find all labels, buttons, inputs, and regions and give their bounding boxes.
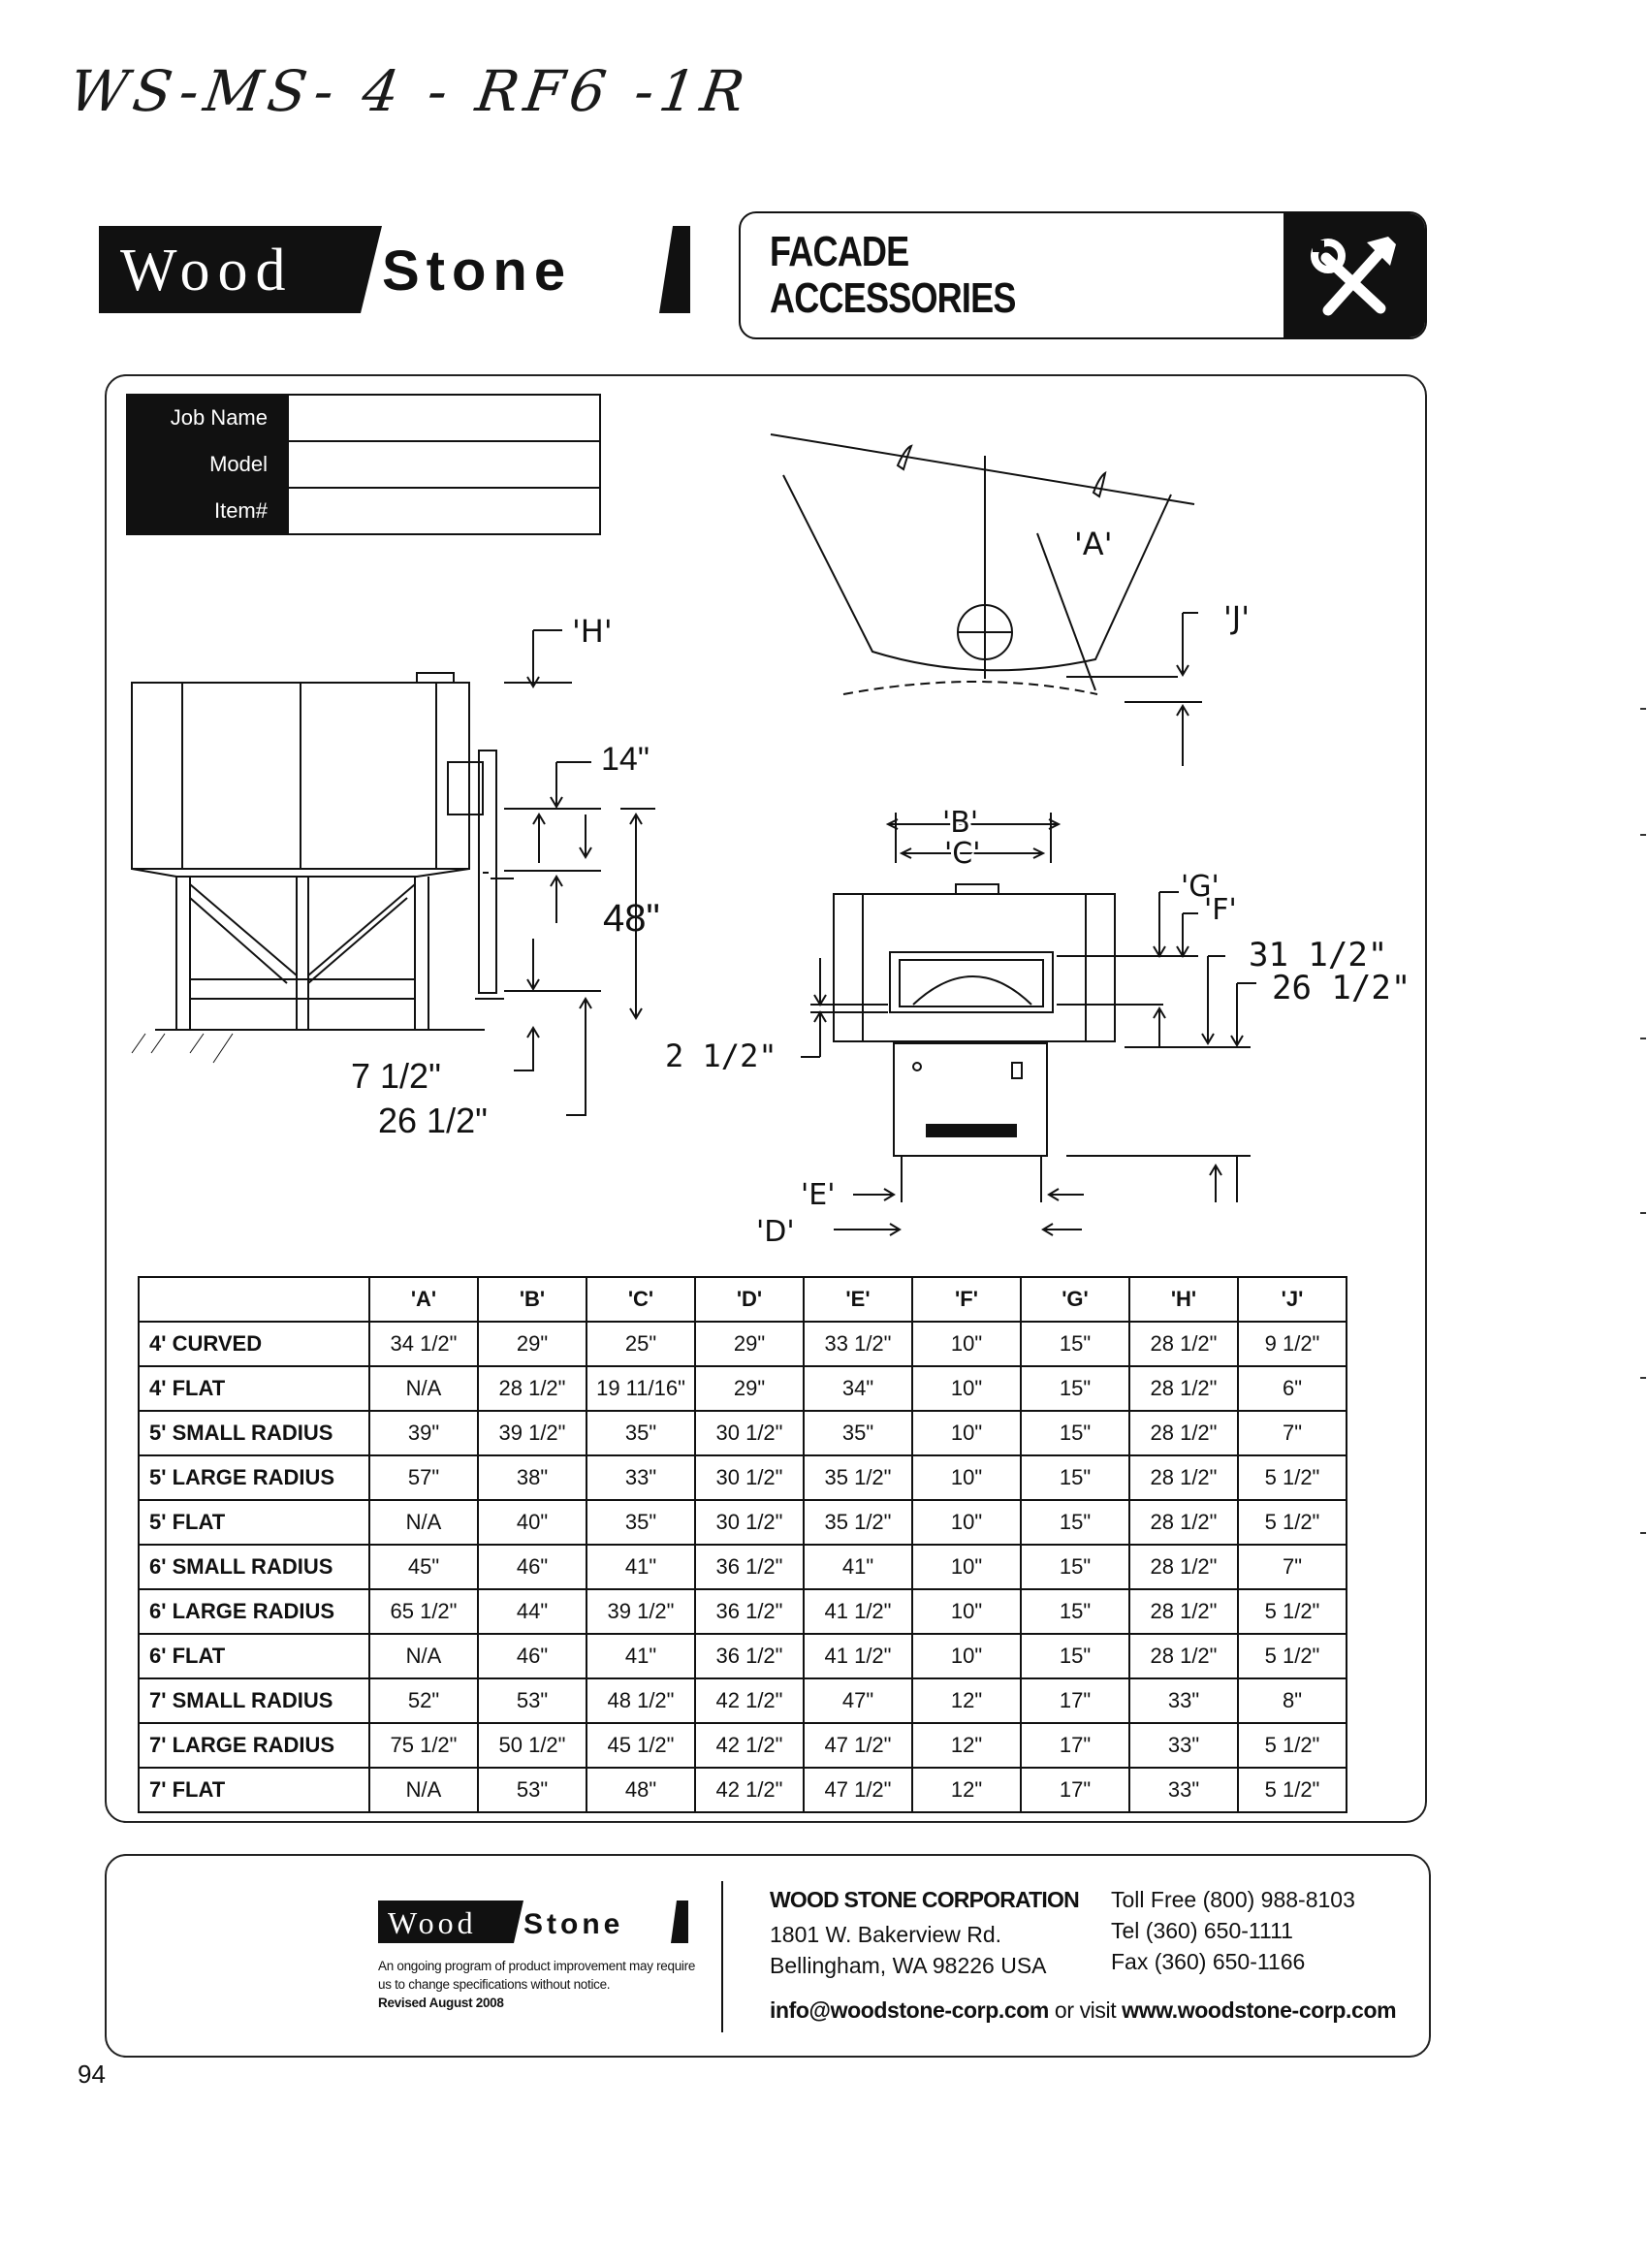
company-name: WOOD STONE CORPORATION — [770, 1887, 1079, 1912]
row-label: 5' FLAT — [139, 1500, 369, 1545]
table-cell: 5 1/2" — [1238, 1723, 1347, 1768]
tel-phone: Tel (360) 650-1111 — [1111, 1918, 1293, 1943]
table-cell: 28 1/2" — [478, 1366, 586, 1411]
table-cell: 53" — [478, 1678, 586, 1723]
table-cell: 5 1/2" — [1238, 1455, 1347, 1500]
table-cell: 10" — [912, 1634, 1021, 1678]
table-cell: 36 1/2" — [695, 1545, 804, 1589]
table-cell: 5 1/2" — [1238, 1589, 1347, 1634]
table-row — [139, 1322, 1347, 1366]
section-header — [739, 211, 1427, 339]
model-label: Model — [127, 441, 288, 488]
table-row — [139, 1366, 1347, 1411]
email-link[interactable]: info@woodstone-corp.com — [770, 1997, 1049, 2023]
page-title: FACADE ACCESSORIES — [770, 228, 1016, 322]
item-number-label: Item# — [127, 488, 288, 534]
address-line-1: 1801 W. Bakerview Rd. — [770, 1922, 1002, 1947]
table-cell: 15" — [1021, 1366, 1129, 1411]
table-cell: 33" — [1129, 1678, 1238, 1723]
table-cell: 33" — [586, 1455, 695, 1500]
table-cell: 41" — [586, 1545, 695, 1589]
table-cell: 8" — [1238, 1678, 1347, 1723]
table-cell: 35" — [586, 1411, 695, 1455]
column-header-D: 'D' — [695, 1277, 804, 1322]
table-cell: 30 1/2" — [695, 1411, 804, 1455]
table-cell: 52" — [369, 1678, 478, 1723]
table-cell: 28 1/2" — [1129, 1455, 1238, 1500]
table-cell: 10" — [912, 1545, 1021, 1589]
dim-48: 48" — [603, 897, 660, 940]
disclaimer — [378, 1957, 698, 2012]
table-cell: 35 1/2" — [804, 1500, 912, 1545]
table-cell: 33" — [1129, 1768, 1238, 1812]
footer-logo-word-stone: Stone — [523, 1908, 624, 1940]
scan-mark — [1640, 834, 1646, 836]
table-cell: 42 1/2" — [695, 1768, 804, 1812]
table-cell: 35 1/2" — [804, 1455, 912, 1500]
table-cell: 47 1/2" — [804, 1723, 912, 1768]
top-view-drawing — [771, 434, 1250, 766]
column-header-E: 'E' — [804, 1277, 912, 1322]
table-cell: 17" — [1021, 1768, 1129, 1812]
table-cell: 36 1/2" — [695, 1589, 804, 1634]
table-cell: 30 1/2" — [695, 1500, 804, 1545]
disclaimer-text: An ongoing program of product improvement may require us to change specifications without notice. — [378, 1959, 696, 1992]
row-label: 5' SMALL RADIUS — [139, 1411, 369, 1455]
label-F: 'F' — [1204, 893, 1237, 927]
label-E: 'E' — [801, 1178, 836, 1212]
table-cell: 39" — [369, 1411, 478, 1455]
table-cell: 29" — [695, 1366, 804, 1411]
row-label: 6' LARGE RADIUS — [139, 1589, 369, 1634]
table-cell: 41" — [586, 1634, 695, 1678]
table-cell: 48 1/2" — [586, 1678, 695, 1723]
row-label: 7' SMALL RADIUS — [139, 1678, 369, 1723]
column-header-A: 'A' — [369, 1277, 478, 1322]
page-number: 94 — [78, 2060, 106, 2089]
side-view-drawing — [132, 613, 660, 1140]
label-J: 'J' — [1223, 599, 1251, 636]
table-cell: 47 1/2" — [804, 1768, 912, 1812]
table-cell: 15" — [1021, 1411, 1129, 1455]
table-cell: 45" — [369, 1545, 478, 1589]
table-cell: 44" — [478, 1589, 586, 1634]
label-G: 'G' — [1181, 870, 1220, 904]
table-cell: 33 1/2" — [804, 1322, 912, 1366]
table-cell: 15" — [1021, 1455, 1129, 1500]
table-cell: 33" — [1129, 1723, 1238, 1768]
table-cell: 10" — [912, 1366, 1021, 1411]
scan-mark — [1640, 1532, 1646, 1534]
facade-drawings — [116, 407, 1415, 1280]
table-cell: 28 1/2" — [1129, 1500, 1238, 1545]
table-row — [139, 1589, 1347, 1634]
table-cell: 65 1/2" — [369, 1589, 478, 1634]
column-header-G: 'G' — [1021, 1277, 1129, 1322]
column-header — [139, 1277, 369, 1322]
table-cell: 39 1/2" — [478, 1411, 586, 1455]
woodstone-logo — [99, 226, 690, 313]
table-cell: 28 1/2" — [1129, 1322, 1238, 1366]
handwritten-model-note: WS-MS- 4 - RF6 -1R — [65, 58, 754, 124]
table-cell: 41 1/2" — [804, 1589, 912, 1634]
footer-divider — [721, 1881, 723, 2032]
table-row — [139, 1545, 1347, 1589]
table-cell: 28 1/2" — [1129, 1411, 1238, 1455]
table-cell: 28 1/2" — [1129, 1634, 1238, 1678]
table-cell: 15" — [1021, 1322, 1129, 1366]
table-header-row — [139, 1277, 1347, 1322]
table-cell: 40" — [478, 1500, 586, 1545]
or-visit-text: or visit — [1048, 1997, 1123, 2023]
table-cell: 15" — [1021, 1634, 1129, 1678]
table-cell: N/A — [369, 1634, 478, 1678]
table-cell: 12" — [912, 1768, 1021, 1812]
dim-14: 14" — [601, 741, 650, 778]
dim-31-1-2: 31 1/2" — [1249, 936, 1388, 974]
table-cell: 10" — [912, 1411, 1021, 1455]
table-cell: 17" — [1021, 1678, 1129, 1723]
scan-mark — [1640, 1212, 1646, 1214]
dim-26-1-2-front: 26 1/2" — [1272, 969, 1411, 1007]
row-label: 7' FLAT — [139, 1768, 369, 1812]
column-header-J: 'J' — [1238, 1277, 1347, 1322]
table-cell: 10" — [912, 1500, 1021, 1545]
dimension-table — [138, 1276, 1347, 1813]
table-cell: 50 1/2" — [478, 1723, 586, 1768]
table-cell: 25" — [586, 1322, 695, 1366]
table-cell: 39 1/2" — [586, 1589, 695, 1634]
table-row — [139, 1411, 1347, 1455]
table-cell: 15" — [1021, 1500, 1129, 1545]
table-cell: 41 1/2" — [804, 1634, 912, 1678]
table-cell: N/A — [369, 1500, 478, 1545]
label-A: 'A' — [1074, 526, 1113, 562]
front-view-drawing — [665, 806, 1410, 1249]
address-line-2: Bellingham, WA 98226 USA — [770, 1953, 1047, 1978]
table-cell: 46" — [478, 1634, 586, 1678]
row-label: 5' LARGE RADIUS — [139, 1455, 369, 1500]
dimension-table-body — [139, 1322, 1347, 1812]
column-header-B: 'B' — [478, 1277, 586, 1322]
revision-date: Revised August 2008 — [378, 1996, 504, 2010]
table-cell: 75 1/2" — [369, 1723, 478, 1768]
job-name-label: Job Name — [127, 395, 288, 441]
table-cell: 57" — [369, 1455, 478, 1500]
row-label: 4' FLAT — [139, 1366, 369, 1411]
label-C: 'C' — [944, 837, 981, 871]
table-cell: 34" — [804, 1366, 912, 1411]
dim-26-1-2-side: 26 1/2" — [378, 1101, 488, 1140]
table-cell: 30 1/2" — [695, 1455, 804, 1500]
table-cell: 41" — [804, 1545, 912, 1589]
dim-7-1-2: 7 1/2" — [351, 1056, 441, 1096]
website-link[interactable]: www.woodstone-corp.com — [1122, 1997, 1397, 2023]
table-cell: 15" — [1021, 1589, 1129, 1634]
label-H: 'H' — [572, 613, 613, 650]
table-cell: 17" — [1021, 1723, 1129, 1768]
table-cell: N/A — [369, 1768, 478, 1812]
table-cell: 7" — [1238, 1545, 1347, 1589]
table-cell: 5 1/2" — [1238, 1768, 1347, 1812]
table-cell: 6" — [1238, 1366, 1347, 1411]
table-cell: 5 1/2" — [1238, 1634, 1347, 1678]
table-cell: 45 1/2" — [586, 1723, 695, 1768]
footer-woodstone-logo — [378, 1899, 688, 1945]
table-cell: 28 1/2" — [1129, 1366, 1238, 1411]
column-header-C: 'C' — [586, 1277, 695, 1322]
table-cell: 34 1/2" — [369, 1322, 478, 1366]
label-D: 'D' — [756, 1215, 795, 1249]
table-row — [139, 1500, 1347, 1545]
table-row — [139, 1455, 1347, 1500]
table-cell: N/A — [369, 1366, 478, 1411]
logo-word-wood: Wood — [120, 238, 294, 303]
table-row — [139, 1678, 1347, 1723]
scan-mark — [1640, 1038, 1646, 1039]
table-cell: 29" — [695, 1322, 804, 1366]
table-cell: 7" — [1238, 1411, 1347, 1455]
table-cell: 10" — [912, 1589, 1021, 1634]
footer-logo-word-wood: Wood — [388, 1905, 477, 1940]
table-row — [139, 1634, 1347, 1678]
table-row — [139, 1723, 1347, 1768]
table-cell: 42 1/2" — [695, 1723, 804, 1768]
table-cell: 10" — [912, 1322, 1021, 1366]
scan-mark — [1640, 1377, 1646, 1379]
column-header-F: 'F' — [912, 1277, 1021, 1322]
table-cell: 48" — [586, 1768, 695, 1812]
table-row — [139, 1768, 1347, 1812]
table-cell: 28 1/2" — [1129, 1545, 1238, 1589]
contact-line — [770, 1997, 1396, 2024]
row-label: 7' LARGE RADIUS — [139, 1723, 369, 1768]
wrench-hammer-icon — [1284, 213, 1425, 337]
table-cell: 35" — [804, 1411, 912, 1455]
table-cell: 36 1/2" — [695, 1634, 804, 1678]
toll-free-phone: Toll Free (800) 988-8103 — [1111, 1887, 1355, 1912]
row-label: 4' CURVED — [139, 1322, 369, 1366]
table-cell: 28 1/2" — [1129, 1589, 1238, 1634]
row-label: 6' FLAT — [139, 1634, 369, 1678]
table-cell: 29" — [478, 1322, 586, 1366]
table-cell: 38" — [478, 1455, 586, 1500]
table-cell: 19 11/16" — [586, 1366, 695, 1411]
table-cell: 15" — [1021, 1545, 1129, 1589]
row-label: 6' SMALL RADIUS — [139, 1545, 369, 1589]
table-cell: 12" — [912, 1723, 1021, 1768]
label-B: 'B' — [942, 806, 979, 840]
table-cell: 5 1/2" — [1238, 1500, 1347, 1545]
scan-mark — [1640, 708, 1646, 710]
table-cell: 35" — [586, 1500, 695, 1545]
logo-word-stone: Stone — [382, 240, 573, 303]
table-cell: 9 1/2" — [1238, 1322, 1347, 1366]
fax-number: Fax (360) 650-1166 — [1111, 1949, 1306, 1974]
dim-2-1-2: 2 1/2" — [665, 1038, 777, 1074]
table-cell: 46" — [478, 1545, 586, 1589]
column-header-H: 'H' — [1129, 1277, 1238, 1322]
table-cell: 53" — [478, 1768, 586, 1812]
table-cell: 47" — [804, 1678, 912, 1723]
table-cell: 42 1/2" — [695, 1678, 804, 1723]
table-cell: 10" — [912, 1455, 1021, 1500]
table-cell: 12" — [912, 1678, 1021, 1723]
